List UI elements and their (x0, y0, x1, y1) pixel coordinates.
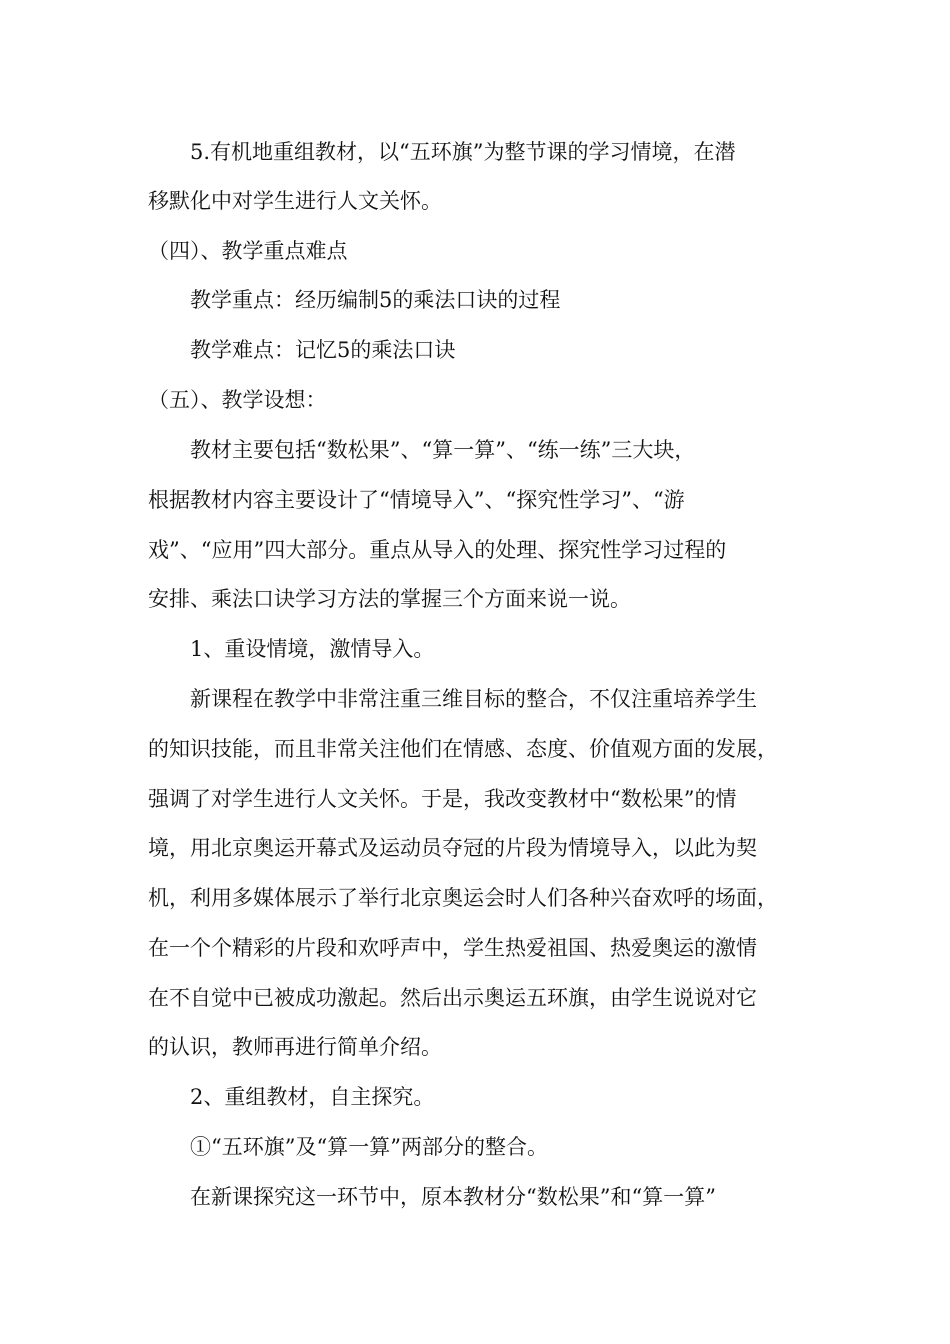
paragraph-line: 机，利用多媒体展示了举行北京奥运会时人们各种兴奋欢呼的场面， (148, 886, 778, 910)
paragraph-line: 在不自觉中已被成功激起。然后出示奥运五环旗，由学生说说对它 (148, 986, 757, 1010)
paragraph-line: 在一个个精彩的片段和欢呼声中，学生热爱祖国、热爱奥运的激情 (148, 936, 757, 960)
paragraph-line: 的知识技能，而且非常关注他们在情感、态度、价值观方面的发展， (148, 737, 778, 761)
paragraph-line: 在新课探究这一环节中，原本教材分“数松果”和“算一算” (190, 1185, 716, 1209)
paragraph-line: 教材主要包括“数松果”、“算一算”、“练一练”三大块， (190, 438, 696, 462)
paragraph-line: 境，用北京奥运开幕式及运动员夺冠的片段为情境导入，以此为契 (148, 836, 757, 860)
paragraph-line: 安排、乘法口诀学习方法的掌握三个方面来说一说。 (148, 587, 631, 611)
paragraph-line: 戏”、“应用”四大部分。重点从导入的处理、探究性学习过程的 (148, 538, 727, 562)
paragraph-line: 移默化中对学生进行人文关怀。 (148, 189, 442, 213)
paragraph-line: 5.有机地重组教材，以“五环旗”为整节课的学习情境，在潜 (190, 140, 736, 164)
section-heading: （五）、教学设想： (148, 388, 327, 412)
paragraph-line: 强调了对学生进行人文关怀。于是，我改变教材中“数松果”的情 (148, 787, 737, 811)
subsection-heading: 2、重组教材，自主探究。 (190, 1085, 435, 1109)
paragraph-line: 根据教材内容主要设计了“情境导入”、“探究性学习”、“游 (148, 488, 685, 512)
paragraph-line: 教学重点：经历编制5的乘法口诀的过程 (190, 288, 561, 312)
paragraph-line: 新课程在教学中非常注重三维目标的整合，不仅注重培养学生 (190, 687, 757, 711)
paragraph-line: 的认识，教师再进行简单介绍。 (148, 1035, 442, 1059)
section-heading: （四）、教学重点难点 (148, 239, 348, 263)
subsection-heading: 1、重设情境，激情导入。 (190, 637, 435, 661)
paragraph-line: 教学难点：记忆5的乘法口诀 (190, 338, 456, 362)
paragraph-line: ①“五环旗”及“算一算”两部分的整合。 (190, 1135, 548, 1159)
